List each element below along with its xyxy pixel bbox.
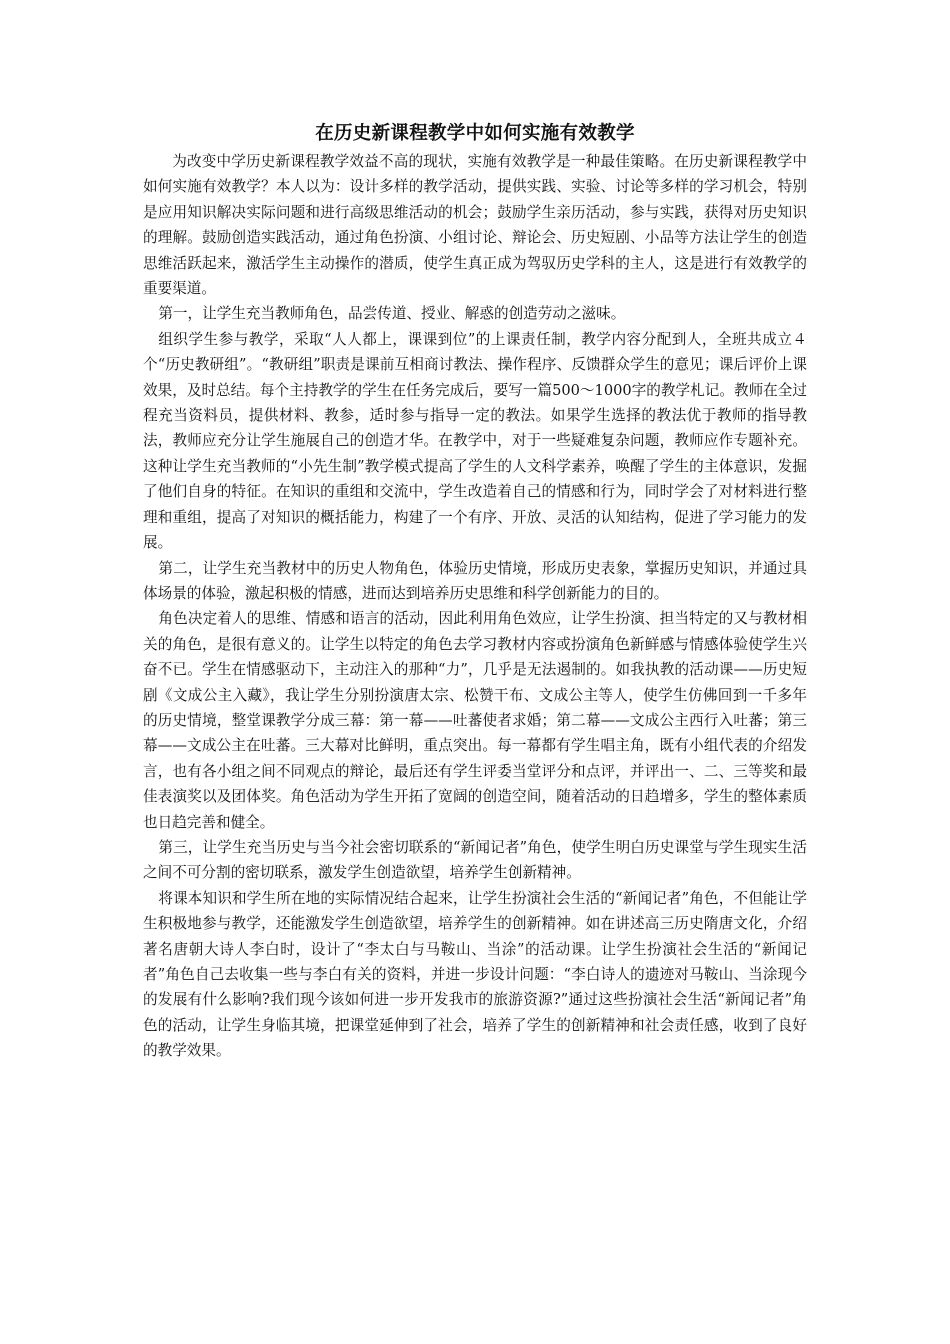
paragraph-point-two-body: 角色决定着人的思维、情感和语言的活动，因此利用角色效应，让学生扮演、担当特定的又与教材相关的角色，是很有意义的。让学生以特定的角色去学习教材内容或扮演角色新鲜感与情感体验使学生兴奋不已。学生在情感驱动下，主动注入的那种“力”，几乎是无法遏制的。如我执教的活动课——历史短剧《文成公主入藏》，我让学生分别扮演唐太宗、松赞干布、文成公主等人，使学生仿佛回到一千多年的历史情境，整堂课教学分成三幕：第一幕——吐蕃使者求婚；第二幕——文成公主西行入吐蕃；第三幕——文成公主在吐蕃。三大幕对比鲜明，重点突出。每一幕都有学生唱主角，既有小组代表的介绍发言，也有各小组之间不同观点的辩论，最后还有学生评委当堂评分和点评，并评出一、二、三等奖和最佳表演奖以及团体奖。角色活动为学生开拓了宽阔的创造空间，随着活动的日趋增多，学生的整体素质也日趋完善和健全。 xyxy=(143,610,807,831)
document-title: 在历史新课程教学中如何实施有效教学 xyxy=(315,123,635,144)
paragraph-point-one-body: 组织学生参与教学，采取“人人都上，课课到位”的上课责任制，教学内容分配到人，全班共成立４个“历史教研组”。“教研组”职责是课前互相商讨教法、操作程序、反馈群众学生的意见；课后评价上课效果，及时总结。每个主持教学的学生在任务完成后，要写一篇500～1000字的教学札记。教师在全过程充当资料员，提供材料、教参，适时参与指导一定的教法。如果学生选择的教法优于教师的指导教法，教师应充分让学生施展自己的创造才华。在教学中，对于一些疑难复杂问题，教师应作专题补充。这种让学生充当教师的“小先生制”教学模式提高了学生的人文科学素养，唤醒了学生的主体意识，发掘了他们自身的特征。在知识的重组和交流中，学生改造着自己的情感和行为，同时学会了对材料进行整理和重组，提高了对知识的概括能力，构建了一个有序、开放、灵活的认知结构，促进了学习能力的发展。 xyxy=(143,330,807,552)
paragraph-intro: 为改变中学历史新课程教学效益不高的现状，实施有效教学是一种最佳策略。在历史新课程教学中如何实施有效教学？本人以为：设计多样的教学活动，提供实践、实验、讨论等多样的学习机会，特别是应用知识解决实际问题和进行高级思维活动的机会；鼓励学生亲历活动，参与实践，获得对历史知识的理解。鼓励创造实践活动，通过角色扮演、小组讨论、辩论会、历史短剧、小品等方法让学生的创造思维活跃起来，激活学生主动操作的潜质，使学生真正成为驾驭历史学科的主人，这是进行有效教学的重要渠道。 xyxy=(143,153,807,298)
document-page xyxy=(143,120,807,1064)
paragraph-point-two: 第二，让学生充当教材中的历史人物角色，体验历史情境，形成历史表象，掌握历史知识，并通过具体场景的体验，激起积极的情感，进而达到培养历史思维和科学创新能力的目的。 xyxy=(143,559,807,602)
paragraph-point-three: 第三，让学生充当历史与当今社会密切联系的“新闻记者”角色，使学生明白历史课堂与学生现实生活之间不可分割的密切联系，激发学生创造欲望，培养学生创新精神。 xyxy=(143,838,807,882)
paragraph-point-one: 第一，让学生充当教师角色，品尝传道、授业、解惑的创造劳动之滋味。 xyxy=(158,305,626,323)
paragraph-point-three-body: 将课本知识和学生所在地的实际情况结合起来，让学生扮演社会生活的“新闻记者”角色，不但能让学生积极地参与教学，还能激发学生创造欲望，培养学生的创新精神。如在讲述高三历史隋唐文化，介绍著名唐朝大诗人李白时，设计了“李太白与马鞍山、当涂”的活动课。让学生扮演社会生活的“新闻记者”角色自己去收集一些与李白有关的资料，并进一步设计问题：“李白诗人的遗迹对马鞍山、当涂现今的发展有什么影响?我们现今该如何进一步开发我市的旅游资源?”通过这些扮演社会生活“新闻记者”角色的活动，让学生身临其境，把课堂延伸到了社会，培养了学生的创新精神和社会责任感，收到了良好的教学效果。 xyxy=(143,889,807,1060)
